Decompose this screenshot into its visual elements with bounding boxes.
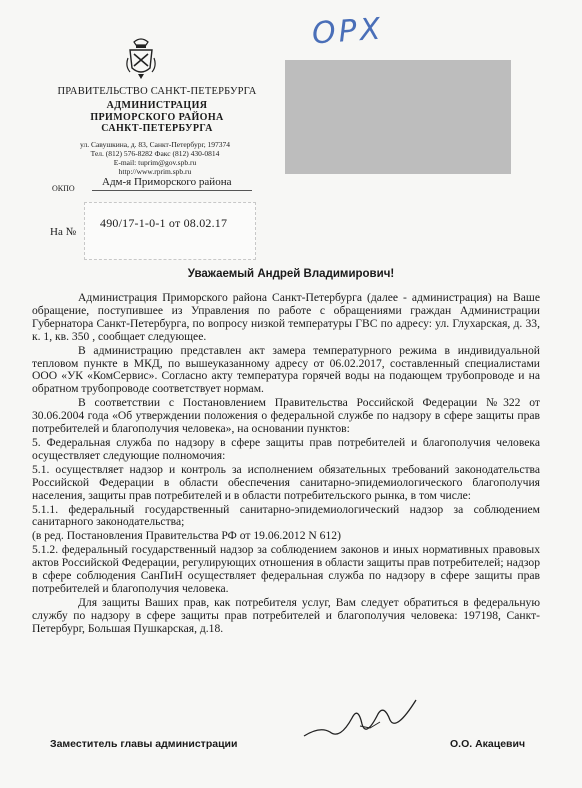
administration-name	[72, 100, 242, 135]
registration-stamp-box	[84, 202, 256, 260]
registration-number: 490/17-1-0-1 от 08.02.17	[100, 216, 228, 230]
body-paragraph: (в ред. Постановления Правительства РФ от 19.06.2012 N 612)	[32, 529, 341, 543]
handwritten-signature	[300, 696, 420, 744]
address-line: ул. Савушкина, д. 83, Санкт-Петербург, 197374	[80, 140, 230, 149]
body-paragraph: Администрация Приморского района Санкт-Петербурга (далее - администрация) на Ваше обращение, поступившее из Управления по работе с обращениями граждан Администрации Губернатора Санкт-Петербурга, по вопросу низкой температуры ГВС по адресу: ул. Глухарская, д. 33, к. 1, кв. 350 , сообщает следующее.	[32, 291, 540, 343]
administration-line: АДМИНИСТРАЦИЯ	[106, 100, 208, 111]
government-name: ПРАВИТЕЛЬСТВО САНКТ-ПЕТЕРБУРГА	[57, 86, 257, 97]
administration-line: САНКТ-ПЕТЕРБУРГА	[101, 123, 213, 134]
body-paragraph: 5. Федеральная служба по надзору в сфере защиты прав потребителей и благополучия человека осуществляет следующие полномочия:	[32, 435, 540, 462]
body-paragraph: 5.1.2. федеральный государственный надзор за соблюдением законов и иных нормативных правовых актов Российской Федерации, регулирующих отношения в области защиты прав потребителей; надзор в сфере соблюдения СанПиН осуществляет федеральная служба по надзору в сфере защиты прав потребителей и благополучия человека.	[32, 543, 540, 595]
letter-body	[32, 292, 540, 637]
redacted-recipient-block	[285, 60, 511, 174]
handwritten-note: ОРХ	[310, 11, 385, 52]
body-paragraph: В администрацию представлен акт замера температурного режима в индивидуальной тепловом пункте в МКД, по вышеуказанному адресу от 06.02.2017, составленный специалистами ООО «УК «КомСервис». Согласно акту температура горячей воды на подающем трубопроводе и на обратном трубопроводе соответствует нормам.	[32, 343, 540, 396]
website-line: http://www.rprim.spb.ru	[118, 167, 192, 176]
administration-line: ПРИМОРСКОГО РАЙОНА	[90, 111, 224, 123]
phone-line: Тел. (812) 576-8282 Факс (812) 430-0814	[90, 149, 220, 158]
signer-title: Заместитель главы администрации	[50, 738, 238, 750]
okpo-label: ОКПО	[52, 184, 75, 193]
reply-to-label: На №	[50, 226, 77, 238]
signer-name: О.О. Акацевич	[450, 738, 526, 750]
contact-block	[62, 140, 248, 176]
body-paragraph: В соответствии с Постановлением Правительства Российской Федерации №322 от 30.06.2004 года «Об утверждении положения о федеральной службе по надзору в сфере защиты прав потребителей и благополучия человека», на основании пунктов:	[32, 396, 540, 436]
coat-of-arms-icon	[124, 36, 158, 80]
email-line: E-mail: tuprim@gov.spb.ru	[113, 158, 197, 167]
body-paragraph: Для защиты Ваших прав, как потребителя услуг, Вам следует обратиться в федеральную службу по надзору в сфере защиты прав потребителей и благополучия человека: 197198, Санкт-Петербург, Большая Пушкарская, д.18.	[32, 595, 540, 635]
body-paragraph: 5.1. осуществляет надзор и контроль за исполнением обязательных требований законодательства Российской Федерации в области обеспечения санитарно-эпидемиологического благополучия населения, защиты прав потребителей и в области потребительского рынка, в том числе:	[32, 462, 540, 502]
body-paragraph: 5.1.1. федеральный государственный санитарно-эпидемиологический надзор за соблюдением санитарного законодательства;	[32, 502, 540, 529]
stamp-organization: Адм-я Приморского района	[102, 176, 232, 188]
stamp-divider	[92, 190, 252, 191]
greeting: Уважаемый Андрей Владимирович!	[187, 268, 395, 280]
